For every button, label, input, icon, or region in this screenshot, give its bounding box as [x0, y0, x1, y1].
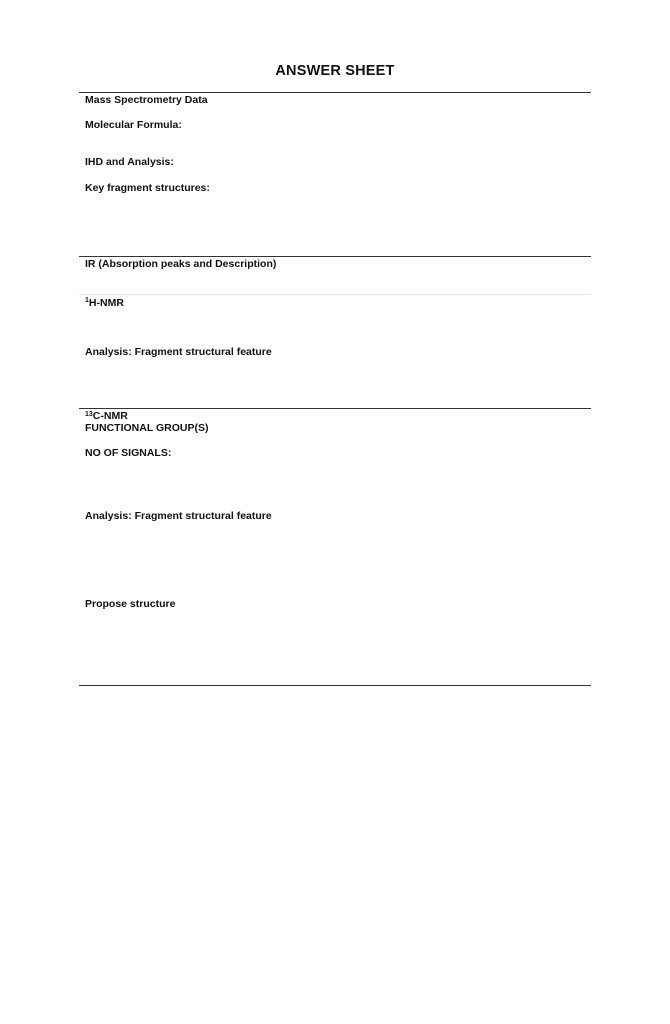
mass-spec-heading: Mass Spectrometry Data	[85, 94, 208, 106]
h-nmr-analysis-label: Analysis: Fragment structural feature	[85, 346, 272, 358]
molecular-formula-label: Molecular Formula:	[85, 119, 182, 131]
h-nmr-heading-text: H-NMR	[88, 297, 124, 309]
key-fragments-label: Key fragment structures:	[85, 182, 210, 194]
section-divider-bottom	[79, 685, 591, 686]
signals-count-label: NO OF SIGNALS:	[85, 447, 172, 459]
section-divider-ir	[79, 256, 591, 257]
ihd-analysis-label: IHD and Analysis:	[85, 156, 174, 168]
page-title: ANSWER SHEET	[275, 63, 395, 79]
ir-heading: IR (Absorption peaks and Description)	[85, 258, 277, 270]
section-divider-top	[79, 92, 591, 93]
section-divider-c-nmr	[79, 408, 591, 409]
section-divider-h-nmr	[79, 294, 591, 295]
c-nmr-heading-text: C-NMR	[92, 410, 128, 422]
c-nmr-superscript: 13	[85, 411, 93, 418]
c-nmr-analysis-label: Analysis: Fragment structural feature	[85, 510, 272, 522]
h-nmr-heading	[85, 297, 124, 309]
functional-groups-label: FUNCTIONAL GROUP(S)	[85, 422, 209, 434]
h-nmr-superscript: 1	[85, 297, 89, 304]
propose-structure-label: Propose structure	[85, 598, 176, 610]
